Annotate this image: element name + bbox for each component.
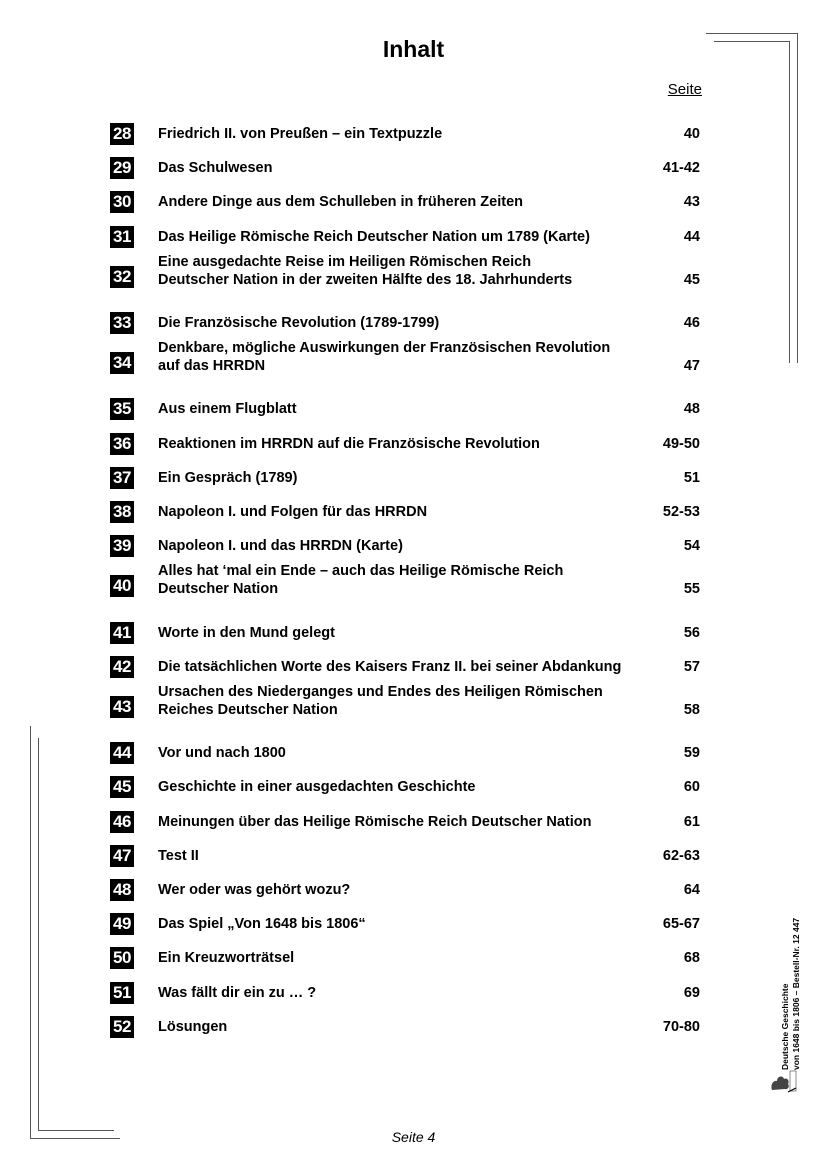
chapter-title: [158, 984, 653, 1002]
chapter-title: [158, 537, 653, 555]
chapter-title-line: Denkbare, mögliche Auswirkungen der Französischen Revolution: [158, 340, 611, 357]
chapter-number-badge: 50: [110, 947, 134, 969]
chapter-title-line: Was fällt dir ein zu … ?: [158, 984, 317, 1001]
chapter-page-number: 48: [683, 401, 700, 418]
chapter-title-line: Ursachen des Niederganges und Endes des Heiligen Römischen: [158, 684, 603, 700]
chapter-page-number: 41-42: [662, 160, 700, 177]
publisher-logo-icon: [768, 1068, 798, 1094]
chapter-title-line: auf das HRRDN: [158, 358, 266, 375]
chapter-title: [158, 400, 653, 418]
chapter-number-badge: 44: [110, 742, 134, 764]
chapter-page-number: 61: [683, 813, 700, 830]
chapter-page-number: 56: [683, 624, 700, 641]
chapter-title: [158, 125, 653, 143]
chapter-number-badge: 52: [110, 1016, 134, 1038]
chapter-page-number: 59: [683, 745, 700, 762]
chapter-title: [158, 949, 653, 967]
chapter-title: [158, 193, 653, 211]
chapter-number-badge: 31: [110, 226, 134, 248]
chapter-page-number: 57: [683, 658, 700, 675]
frame-line: [30, 726, 31, 1138]
chapter-title: [158, 562, 653, 598]
chapter-page-number: 52-53: [662, 504, 700, 520]
chapter-title-line: Meinungen über das Heilige Römische Reich Deutscher Nation: [158, 813, 592, 830]
chapter-number-badge: 32: [110, 266, 134, 288]
chapter-title: [158, 813, 653, 831]
chapter-page-number: 65-67: [662, 916, 700, 933]
chapter-title: [158, 778, 653, 796]
chapter-title: [158, 159, 653, 177]
chapter-number-badge: 47: [110, 845, 134, 867]
chapter-title: [158, 744, 653, 762]
chapter-title-line: Ein Kreuzworträtsel: [158, 950, 295, 967]
chapter-title-line: Die tatsächlichen Worte des Kaisers Franz II. bei seiner Abdankung: [158, 658, 622, 675]
chapter-title-line: Test II: [158, 847, 199, 864]
chapter-number-badge: 38: [110, 501, 134, 523]
chapter-title-line: Andere Dinge aus dem Schulleben in früheren Zeiten: [158, 194, 523, 211]
chapter-page-number: 54: [683, 538, 700, 555]
chapter-title: [158, 314, 653, 332]
chapter-title: [158, 624, 653, 642]
chapter-page-number: 45: [683, 271, 700, 288]
chapter-number-badge: 42: [110, 656, 134, 678]
chapter-title: [158, 253, 653, 289]
chapter-page-number: 64: [683, 882, 700, 898]
chapter-page-number: 44: [683, 228, 700, 245]
frame-line: [789, 41, 790, 363]
chapter-page-number: 62-63: [662, 847, 700, 864]
chapter-number-badge: 46: [110, 811, 134, 833]
chapter-title: [158, 1018, 653, 1036]
chapter-page-number: 60: [683, 779, 700, 796]
chapter-page-number: 68: [683, 950, 700, 967]
chapter-number-badge: 33: [110, 312, 134, 334]
chapter-number-badge: 43: [110, 696, 134, 718]
chapter-title: [158, 658, 653, 676]
chapter-title-line: Deutscher Nation: [158, 581, 279, 598]
chapter-title: [158, 847, 653, 865]
chapter-title-line: Das Heilige Römische Reich Deutscher Nation um 1789 (Karte): [158, 228, 590, 245]
chapter-page-number: 49-50: [662, 435, 700, 452]
chapter-title-line: Napoleon I. und Folgen für das HRRDN: [158, 504, 428, 520]
chapter-title: [158, 228, 653, 246]
chapter-number-badge: 51: [110, 982, 134, 1004]
chapter-title-line: Alles hat ‘mal ein Ende – auch das Heilige Römische Reich: [158, 563, 564, 580]
page-title: Inhalt: [382, 36, 445, 62]
side-imprint: [760, 820, 820, 1070]
imprint-line-2: von 1648 bis 1806 – Bestell-Nr. 12 447: [791, 917, 801, 1070]
chapter-number-badge: 28: [110, 123, 134, 145]
chapter-number-badge: 35: [110, 398, 134, 420]
chapter-page-number: 40: [683, 126, 700, 142]
chapter-title-line: Aus einem Flugblatt: [158, 401, 297, 418]
chapter-number-badge: 37: [110, 467, 134, 489]
chapter-number-badge: 49: [110, 913, 134, 935]
chapter-title-line: Reaktionen im HRRDN auf die Französische Revolution: [158, 435, 540, 452]
chapter-number-badge: 29: [110, 157, 134, 179]
chapter-title-line: Lösungen: [158, 1018, 228, 1035]
side-imprint-text: [780, 918, 802, 1070]
chapter-title-line: Friedrich II. von Preußen – ein Textpuzzle: [158, 126, 443, 142]
chapter-page-number: 51: [683, 469, 700, 486]
chapter-page-number: 58: [683, 702, 700, 718]
chapter-title: [158, 435, 653, 453]
chapter-title-line: Napoleon I. und das HRRDN (Karte): [158, 538, 403, 555]
chapter-title: [158, 339, 653, 375]
chapter-page-number: 55: [683, 581, 700, 598]
chapter-title-line: Das Schulwesen: [158, 160, 273, 177]
chapter-page-number: 43: [683, 194, 700, 211]
frame-line: [706, 33, 798, 34]
chapter-number-badge: 39: [110, 535, 134, 557]
chapter-number-badge: 36: [110, 433, 134, 455]
chapter-title-line: Geschichte in einer ausgedachten Geschichte: [158, 779, 476, 796]
chapter-title: [158, 881, 653, 899]
chapter-number-badge: 41: [110, 622, 134, 644]
frame-line: [38, 738, 39, 1130]
chapter-title-line: Das Spiel „Von 1648 bis 1806“: [158, 916, 366, 933]
chapter-title-line: Deutscher Nation in der zweiten Hälfte des 18. Jahrhunderts: [158, 271, 573, 288]
chapter-title-line: Wer oder was gehört wozu?: [158, 882, 351, 898]
chapter-number-badge: 48: [110, 879, 134, 901]
page-column-heading: Seite: [667, 81, 702, 98]
page-footer: Seite 4: [391, 1129, 436, 1145]
chapter-title-line: Reiches Deutscher Nation: [158, 702, 338, 718]
chapter-title: [158, 915, 653, 933]
chapter-number-badge: 45: [110, 776, 134, 798]
chapter-page-number: 46: [683, 315, 700, 331]
frame-line: [797, 33, 798, 363]
chapter-page-number: 47: [683, 358, 700, 375]
chapter-title: [158, 503, 653, 521]
chapter-title-line: Worte in den Mund gelegt: [158, 624, 335, 641]
chapter-page-number: 69: [683, 984, 700, 1001]
imprint-line-1: Deutsche Geschichte: [780, 983, 790, 1070]
chapter-title-line: Ein Gespräch (1789): [158, 469, 298, 486]
chapter-title-line: Die Französische Revolution (1789-1799): [158, 315, 440, 331]
chapter-number-badge: 34: [110, 352, 134, 374]
chapter-title: [158, 469, 653, 487]
chapter-number-badge: 40: [110, 575, 134, 597]
chapter-number-badge: 30: [110, 191, 134, 213]
chapter-page-number: 70-80: [662, 1018, 700, 1035]
chapter-title: [158, 683, 653, 719]
chapter-title-line: Eine ausgedachte Reise im Heiligen Römischen Reich: [158, 253, 532, 270]
chapter-title-line: Vor und nach 1800: [158, 745, 286, 762]
